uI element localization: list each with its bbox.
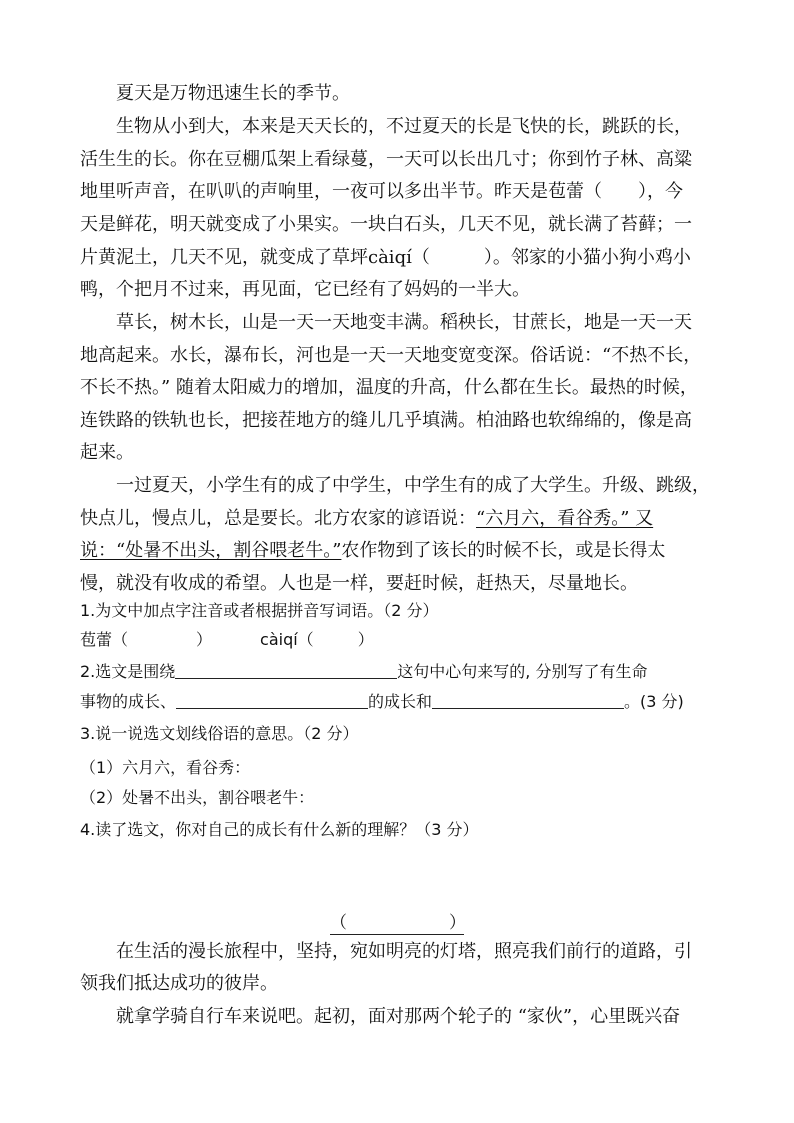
answer-paren: ） bbox=[357, 630, 374, 649]
passage-line: 草长，树木长，山是一天一天地变丰满。稻秧长，甘蔗长，地是一天一天 bbox=[80, 312, 692, 333]
question-text: 事物的成长、 bbox=[80, 692, 177, 711]
passage-line: 起来。 bbox=[80, 442, 134, 463]
passage-line bbox=[80, 507, 653, 531]
answer-label: càiqí（ bbox=[260, 630, 314, 649]
passage-line: 领我们抵达成功的彼岸。 bbox=[80, 973, 278, 994]
question-text: 2.选文是围绕 bbox=[80, 662, 176, 681]
passage-line: 在生活的漫长旅程中，坚持，宛如明亮的灯塔，照亮我们前行的道路，引 bbox=[80, 941, 692, 962]
passage-text: 快点儿，慢点儿，总是要长。北方农家的谚语说： bbox=[80, 508, 476, 529]
question-2-cont bbox=[80, 690, 684, 714]
passage-line: 就拿学骑自行车来说吧。起初，面对那两个轮子的 “家伙”，心里既兴奋 bbox=[80, 1006, 681, 1027]
question-2 bbox=[80, 660, 647, 684]
passage-line: 夏天是万物迅速生长的季节。 bbox=[80, 83, 350, 104]
question-text: 的成长和 bbox=[368, 692, 433, 711]
passage-line: 天是鲜花，明天就变成了小果实。一块白石头，几天不见，就长满了苔藓；一 bbox=[80, 214, 692, 235]
question-4: 4.读了选文，你对自己的成长有什么新的理解？（3 分） bbox=[80, 820, 479, 839]
passage-line: 片黄泥土，几天不见，就变成了草坪càiqí（ ）。邻家的小猫小狗小鸡小 bbox=[80, 247, 691, 268]
answer-blank[interactable] bbox=[175, 660, 397, 679]
question-text: 。(3 分) bbox=[624, 692, 684, 711]
passage-line: 慢，就没有收成的希望。人也是一样，要赶时候，赶热天，尽量地长。 bbox=[80, 573, 638, 594]
answer-paren: ） bbox=[196, 630, 213, 649]
question-text: 这句中心句来写的, 分别写了有生命 bbox=[397, 662, 648, 681]
passage-line: 一过夏天，小学生有的成了中学生，中学生有的成了大学生。升级、跳级， bbox=[80, 475, 710, 496]
answer-blank[interactable] bbox=[432, 690, 624, 709]
answer-blank[interactable] bbox=[176, 690, 368, 709]
passage-line: 生物从小到大，本来是天天长的，不过夏天的长是飞快的长，跳跃的长， bbox=[80, 116, 692, 137]
question-1-answers bbox=[80, 628, 374, 652]
question-3-sub-2: （2）处暑不出头，割谷喂老牛： bbox=[80, 788, 315, 807]
passage-line: 活生生的长。你在豆棚瓜架上看绿蔓，一天可以长出几寸；你到竹子林、高粱 bbox=[80, 149, 692, 170]
question-1: 1.为文中加点字注音或者根据拼音写词语。（2 分） bbox=[80, 601, 439, 620]
passage-text: 农作物到了该长的时候不长，或是长得太 bbox=[341, 540, 666, 561]
question-3-sub-1: （1）六月六，看谷秀： bbox=[80, 758, 251, 777]
title-blank[interactable]: （ ） bbox=[330, 913, 466, 933]
answer-label: 苞蕾（ bbox=[80, 630, 129, 649]
passage-line: 地里听声音，在叭叭的声响里，一夜可以多出半节。昨天是苞蕾（ ），今 bbox=[80, 181, 683, 202]
passage-line bbox=[80, 539, 665, 563]
passage-line: 鸭，个把月不过来，再见面，它已经有了妈妈的一半大。 bbox=[80, 279, 530, 300]
passage-line: 不长不热。” 随着太阳威力的增加，温度的升高，什么都在生长。最热的时候， bbox=[80, 377, 698, 398]
underlined-proverb: 说：“处暑不出头，割谷喂老牛。” bbox=[80, 540, 342, 561]
question-3: 3.说一说选文划线俗语的意思。（2 分） bbox=[80, 724, 359, 743]
passage-line: 连铁路的铁轨也长，把接茬地方的缝儿几乎填满。柏油路也软绵绵的，像是高 bbox=[80, 410, 692, 431]
underlined-proverb: “六月六，看谷秀。” 又 bbox=[476, 508, 654, 529]
passage-line: 地高起来。水长，瀑布长，河也是一天一天地变宽变深。俗话说：“不热不长， bbox=[80, 345, 702, 366]
